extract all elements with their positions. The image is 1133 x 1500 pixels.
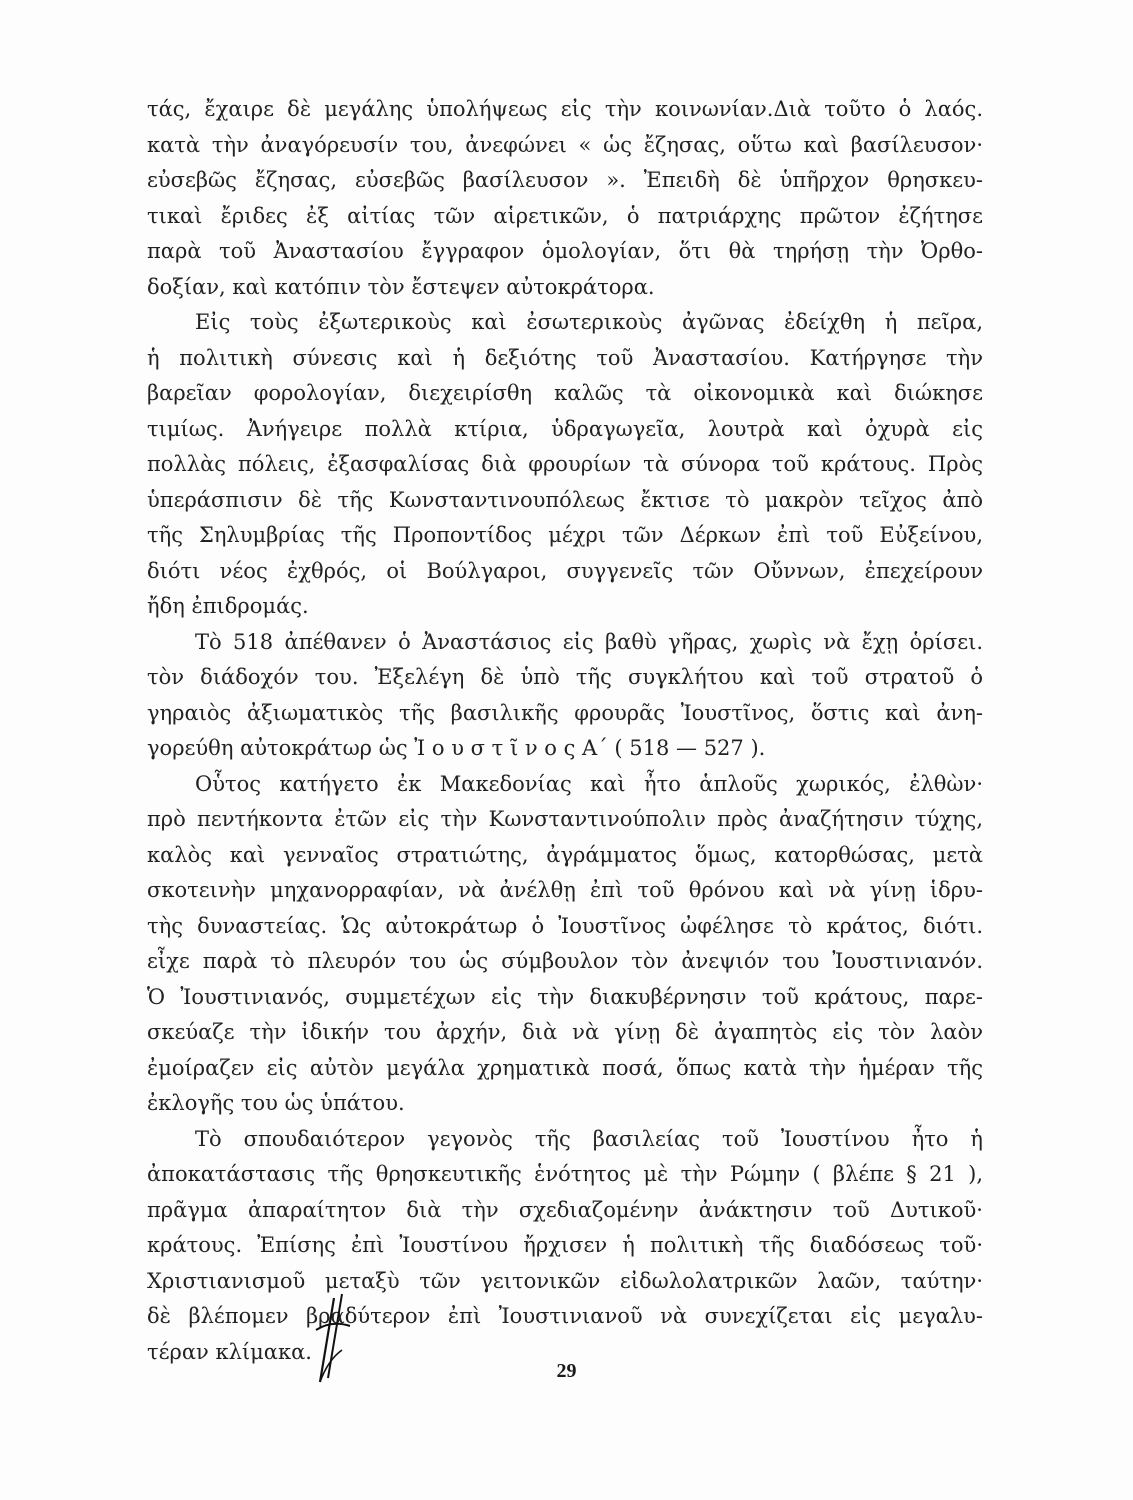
text-line: εὐσεβῶς ἔζησας, εὐσεβῶς βασίλευσον ». Ἐπειδὴ δὲ ὑπῆρχον θρησκευ- <box>147 168 983 192</box>
text-line: ἤδη ἐπιδρομάς. <box>147 594 309 618</box>
paragraph-start-line: Οὗτος κατήγετο ἐκ Μακεδονίας καὶ ἦτο ἁπλοῦς χωρικός, ἐλθὼν· <box>195 771 983 796</box>
text-line: κατὰ τὴν ἀναγόρευσίν του, ἀνεφώνει « ὡς ἔζησας, οὕτω καὶ βασίλευσον· <box>147 132 983 157</box>
text-line: Ὁ Ἰουστινιανός, συμμετέχων εἰς τὴν διακυβέρνησιν τοῦ κράτους, παρε- <box>147 984 983 1009</box>
text-line: τὴς δυναστείας. Ὡς αὐτοκράτωρ ὁ Ἰουστῖνος ὠφέλησε τὸ κράτος, διότι. <box>147 913 983 938</box>
text-line: Χριστιανισμοῦ μεταξὺ τῶν γειτονικῶν εἰδωλολατρικῶν λαῶν, ταύτην· <box>147 1268 983 1293</box>
text-line: εἶχε παρὰ τὸ πλευρόν του ὡς σύμβουλον τὸν ἀνεψιόν του Ἰουστινιανόν. <box>147 949 983 973</box>
text-line: ὑπεράσπισιν δὲ τῆς Κωνσταντινουπόλεως ἔκτισε τὸ μακρὸν τεῖχος ἀπὸ <box>147 487 983 512</box>
text-line: τέραν κλίμακα. <box>147 1339 312 1364</box>
paragraph-start-line: Τὸ σπουδαιότερον γεγονὸς τῆς βασιλείας τοῦ Ἰουστίνου ἦτο ἡ <box>195 1126 983 1151</box>
page-number: 29 <box>556 1360 577 1382</box>
text-line: κράτους. Ἐπίσης ἐπὶ Ἰουστίνου ἤρχισεν ἡ πολιτικὴ τῆς διαδόσεως τοῦ· <box>147 1233 983 1257</box>
text-line: ἐκλογῆς του ὡς ὑπάτου. <box>147 1091 405 1115</box>
text-line: βαρεῖαν φορολογίαν, διεχειρίσθη καλῶς τὰ οἰκονομικὰ καὶ διώκησε <box>147 381 983 405</box>
text-line: πρὸ πεντήκοντα ἐτῶν εἰς τὴν Κωνσταντινούπολιν πρὸς ἀναζήτησιν τύχης, <box>147 807 983 831</box>
text-line: τικαὶ ἔριδες ἐξ αἰτίας τῶν αἱρετικῶν, ὁ πατριάρχης πρῶτον ἐζήτησε <box>147 203 983 228</box>
text-line: δὲ βλέπομεν βραδύτερον ἐπὶ Ἰουστινιανοῦ νὰ συνεχίζεται εἰς μεγαλυ- <box>147 1304 983 1328</box>
text-line: τιμίως. Ἀνήγειρε πολλὰ κτίρια, ὑδραγωγεῖα, λουτρὰ καὶ ὀχυρὰ εἰς <box>147 416 983 441</box>
paragraph-start-line: Εἰς τοὺς ἐξωτερικοὺς καὶ ἐσωτερικοὺς ἀγῶνας ἐδείχθη ἡ πεῖρα, <box>195 310 983 334</box>
text-line: ἀποκατάστασις τῆς θρησκευτικῆς ἑνότητος μὲ τὴν Ρώμην ( βλέπε § 21 ), <box>147 1162 983 1186</box>
text-line: πολλὰς πόλεις, ἐξασφαλίσας διὰ φρουρίων τὰ σύνορα τοῦ κράτους. Πρὸς <box>147 452 983 476</box>
text-line: ἡ πολιτικὴ σύνεσις καὶ ἡ δεξιότης τοῦ Ἀναστασίου. Κατήργησε τὴν <box>147 345 983 370</box>
text-line: τῆς Σηλυμβρίας τῆς Προποντίδος μέχρι τῶν Δέρκων ἐπὶ τοῦ Εὐξείνου, <box>147 523 983 547</box>
text-line: γορεύθη αὐτοκράτωρ ὡς Ἰ ο υ σ τ ῖ ν ο ς Α΄ ( 518 — 527 ). <box>147 736 766 760</box>
text-line: ἐμοίραζεν εἰς αὐτὸν μεγάλα χρηματικὰ ποσά, ὅπως κατὰ τὴν ἡμέραν τῆς <box>147 1055 983 1080</box>
text-line: σκοτεινὴν μηχανορραφίαν, νὰ ἀνέλθῃ ἐπὶ τοῦ θρόνου καὶ νὰ γίνῃ ἱδρυ- <box>147 878 983 902</box>
text-line: γηραιὸς ἀξιωματικὸς τῆς βασιλικῆς φρουρᾶς Ἰουστῖνος, ὅστις καὶ ἀνη- <box>147 700 983 725</box>
text-line: σκεύαζε τὴν ἰδικήν του ἀρχήν, διὰ νὰ γίνῃ δὲ ἀγαπητὸς εἰς τὸν λαὸν <box>147 1020 983 1044</box>
text-line: τάς, ἔχαιρε δὲ μεγάλης ὑπολήψεως εἰς τὴν κοινωνίαν.Διὰ τοῦτο ὁ λαός. <box>147 97 983 121</box>
body-text <box>147 92 983 1370</box>
text-line: πρᾶγμα ἀπαραίτητον διὰ τὴν σχεδιαζομένην ἀνάκτησιν τοῦ Δυτικοῦ· <box>147 1197 983 1222</box>
paragraph-start-line: Τὸ 518 ἀπέθανεν ὁ Ἀναστάσιος εἰς βαθὺ γῆρας, χωρὶς νὰ ἔχῃ ὁρίσει. <box>195 629 983 654</box>
text-line: τὸν διάδοχόν του. Ἐξελέγη δὲ ὑπὸ τῆς συγκλήτου καὶ τοῦ στρατοῦ ὁ <box>147 665 983 689</box>
text-line: διότι νέος ἐχθρός, οἱ Βούλγαροι, συγγενεῖς τῶν Οὔννων, ἐπεχείρουν <box>147 558 983 583</box>
text-line: παρὰ τοῦ Ἀναστασίου ἔγγραφον ὁμολογίαν, ὅτι θὰ τηρήσῃ τὴν Ὀρθο- <box>147 239 983 263</box>
text-line: καλὸς καὶ γενναῖος στρατιώτης, ἀγράμματος ὅμως, κατορθώσας, μετὰ <box>147 842 983 867</box>
text-line: δοξίαν, καὶ κατόπιν τὸν ἔστεψεν αὐτοκράτορα. <box>147 274 655 299</box>
